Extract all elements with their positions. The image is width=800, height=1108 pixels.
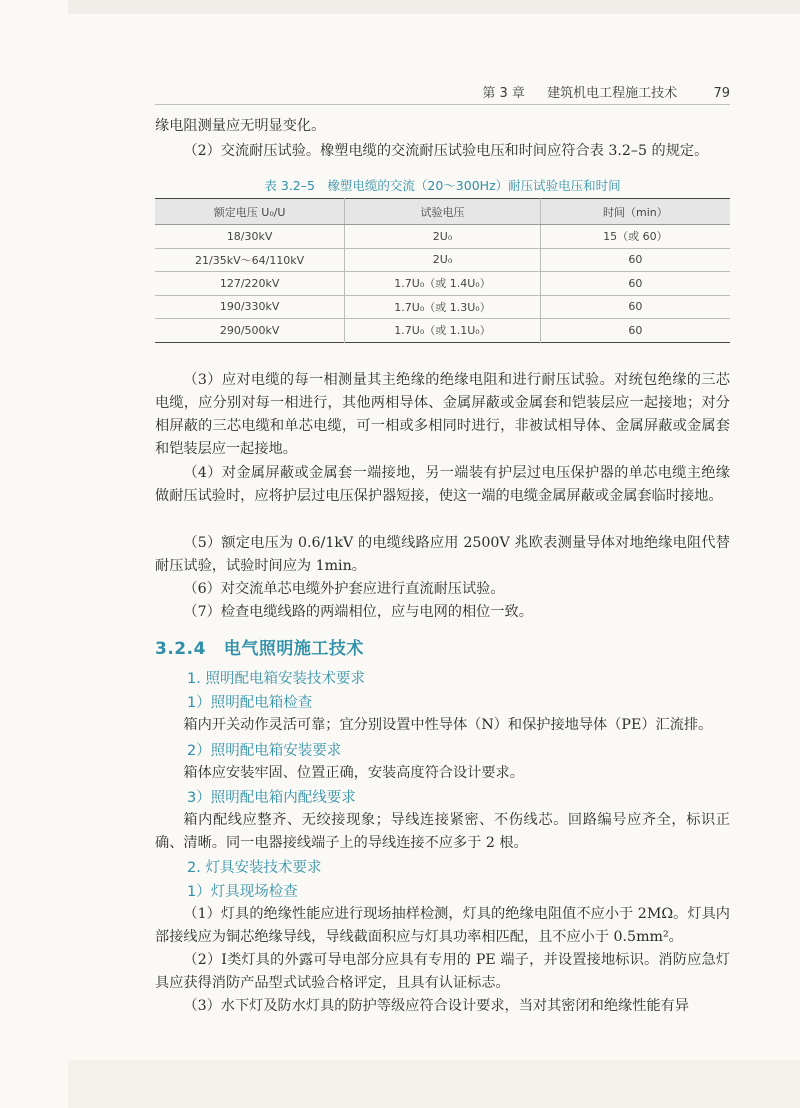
text-box-install: 箱体应安装牢固、位置正确，安装高度符合设计要求。 bbox=[183, 765, 524, 781]
top-band bbox=[68, 0, 800, 14]
paragraph-3: （3）应对电缆的每一相测量其主绝缘的绝缘电阻和进行耐压试验。对统包绝缘的三芯电缆，应分别对每一相进行，其他两相导体、金属屏蔽或金属套和铠装层应一起接地；对分相屏蔽的三芯电缆和单芯电缆，可一相或多相同时进行，非被试相导体、金属屏蔽或金属套和铠装层应一起接地。 bbox=[155, 372, 730, 457]
page-number: 79 bbox=[713, 86, 730, 101]
cell: 2U₀ bbox=[345, 248, 541, 272]
cell: 2U₀ bbox=[345, 225, 541, 249]
intro-line-1: 缘电阻测量应无明显变化。 bbox=[155, 118, 326, 134]
cell: 290/500kV bbox=[219, 323, 280, 337]
section-number: 3.2.4 bbox=[155, 639, 206, 659]
subheading-box-check: 1）照明配电箱检查 bbox=[187, 695, 313, 711]
cell: 127/220kV bbox=[155, 272, 345, 296]
text-luminaire-1: （1）灯具的绝缘性能应进行现场抽样检测，灯具的绝缘电阻值不应小于 2MΩ。灯具内部接线应为铜芯绝缘导线，导线截面积应与灯具功率相匹配，且不应小于 0.5mm²。 bbox=[155, 906, 730, 945]
text-luminaire-2: （2）Ⅰ类灯具的外露可导电部分应具有专用的 PE 端子，并设置接地标识。消防应急灯具应获得消防产品型式试验合格评定，且具有认证标志。 bbox=[155, 952, 730, 991]
cell: 190/330kV bbox=[155, 295, 345, 319]
chapter-title: 建筑机电工程施工技术 bbox=[547, 86, 678, 101]
text-box-check: 箱内开关动作灵活可靠；宜分别设置中性导体（N）和保护接地导体（PE）汇流排。 bbox=[183, 717, 713, 733]
chapter-label: 第 3 章 bbox=[482, 86, 525, 101]
subheading-distribution-box: 1. 照明配电箱安装技术要求 bbox=[187, 671, 365, 687]
paragraph-5: （5）额定电压为 0.6/1kV 的电缆线路应用 2500V 兆欧表测量导体对地绝缘电阻代替耐压试验，试验时间应为 1min。 bbox=[155, 535, 730, 574]
cell: 60 bbox=[540, 295, 730, 319]
table-header-row bbox=[155, 199, 730, 225]
cell: 18/30kV bbox=[155, 225, 345, 249]
page-bottom-band bbox=[68, 1060, 800, 1108]
cell: 1.7U₀（或 1.4U₀） bbox=[345, 272, 541, 296]
header-rule bbox=[155, 104, 730, 105]
table-caption: 表 3.2–5 橡塑电缆的交流（20～300Hz）耐压试验电压和时间 bbox=[264, 178, 621, 193]
table-row bbox=[155, 225, 730, 249]
cell: 60 bbox=[540, 319, 730, 343]
subheading-box-wiring: 3）照明配电箱内配线要求 bbox=[187, 790, 356, 806]
table-row bbox=[155, 272, 730, 296]
text-luminaire-3: （3）水下灯及防水灯具的防护等级应符合设计要求，当对其密闭和绝缘性能有异 bbox=[183, 998, 689, 1014]
paragraph-4: （4）对金属屏蔽或金属套一端接地，另一端装有护层过电压保护器的单芯电缆主绝缘做耐压试验时，应将护层过电压保护器短接，使这一端的电缆金属屏蔽或金属套临时接地。 bbox=[155, 465, 730, 504]
voltage-table bbox=[155, 198, 730, 343]
col-rated-voltage: 额定电压 U₀/U bbox=[155, 199, 345, 225]
cell: 15（或 60） bbox=[540, 225, 730, 249]
paragraph-7: （7）检查电缆线路的两端相位，应与电网的相位一致。 bbox=[183, 604, 533, 620]
cell: 60 bbox=[540, 272, 730, 296]
cell: 21/35kV～64/110kV bbox=[155, 248, 345, 272]
subheading-luminaire-check: 1）灯具现场检查 bbox=[187, 884, 298, 900]
table-row bbox=[155, 319, 730, 343]
subheading-luminaire: 2. 灯具安装技术要求 bbox=[187, 860, 322, 876]
table-row bbox=[155, 295, 730, 319]
section-heading bbox=[155, 634, 364, 659]
subheading-box-install: 2）照明配电箱安装要求 bbox=[187, 743, 342, 759]
cell: 1.7U₀（或 1.1U₀） bbox=[345, 319, 541, 343]
running-header bbox=[150, 82, 730, 104]
table-row bbox=[155, 248, 730, 272]
col-test-voltage: 试验电压 bbox=[345, 199, 541, 225]
intro-line-2: （2）交流耐压试验。橡塑电缆的交流耐压试验电压和时间应符合表 3.2–5 的规定。 bbox=[183, 143, 709, 159]
section-title: 电气照明施工技术 bbox=[223, 639, 364, 659]
cell: 1.7U₀（或 1.3U₀） bbox=[345, 295, 541, 319]
paragraph-6: （6）对交流单芯电缆外护套应进行直流耐压试验。 bbox=[183, 581, 505, 597]
col-time: 时间（min） bbox=[540, 199, 730, 225]
text-box-wiring: 箱内配线应整齐、无绞接现象；导线连接紧密、不伤线芯。回路编号应齐全，标识正确、清晰。同一电器接线端子上的导线连接不应多于 2 根。 bbox=[155, 812, 730, 851]
cell: 60 bbox=[540, 248, 730, 272]
